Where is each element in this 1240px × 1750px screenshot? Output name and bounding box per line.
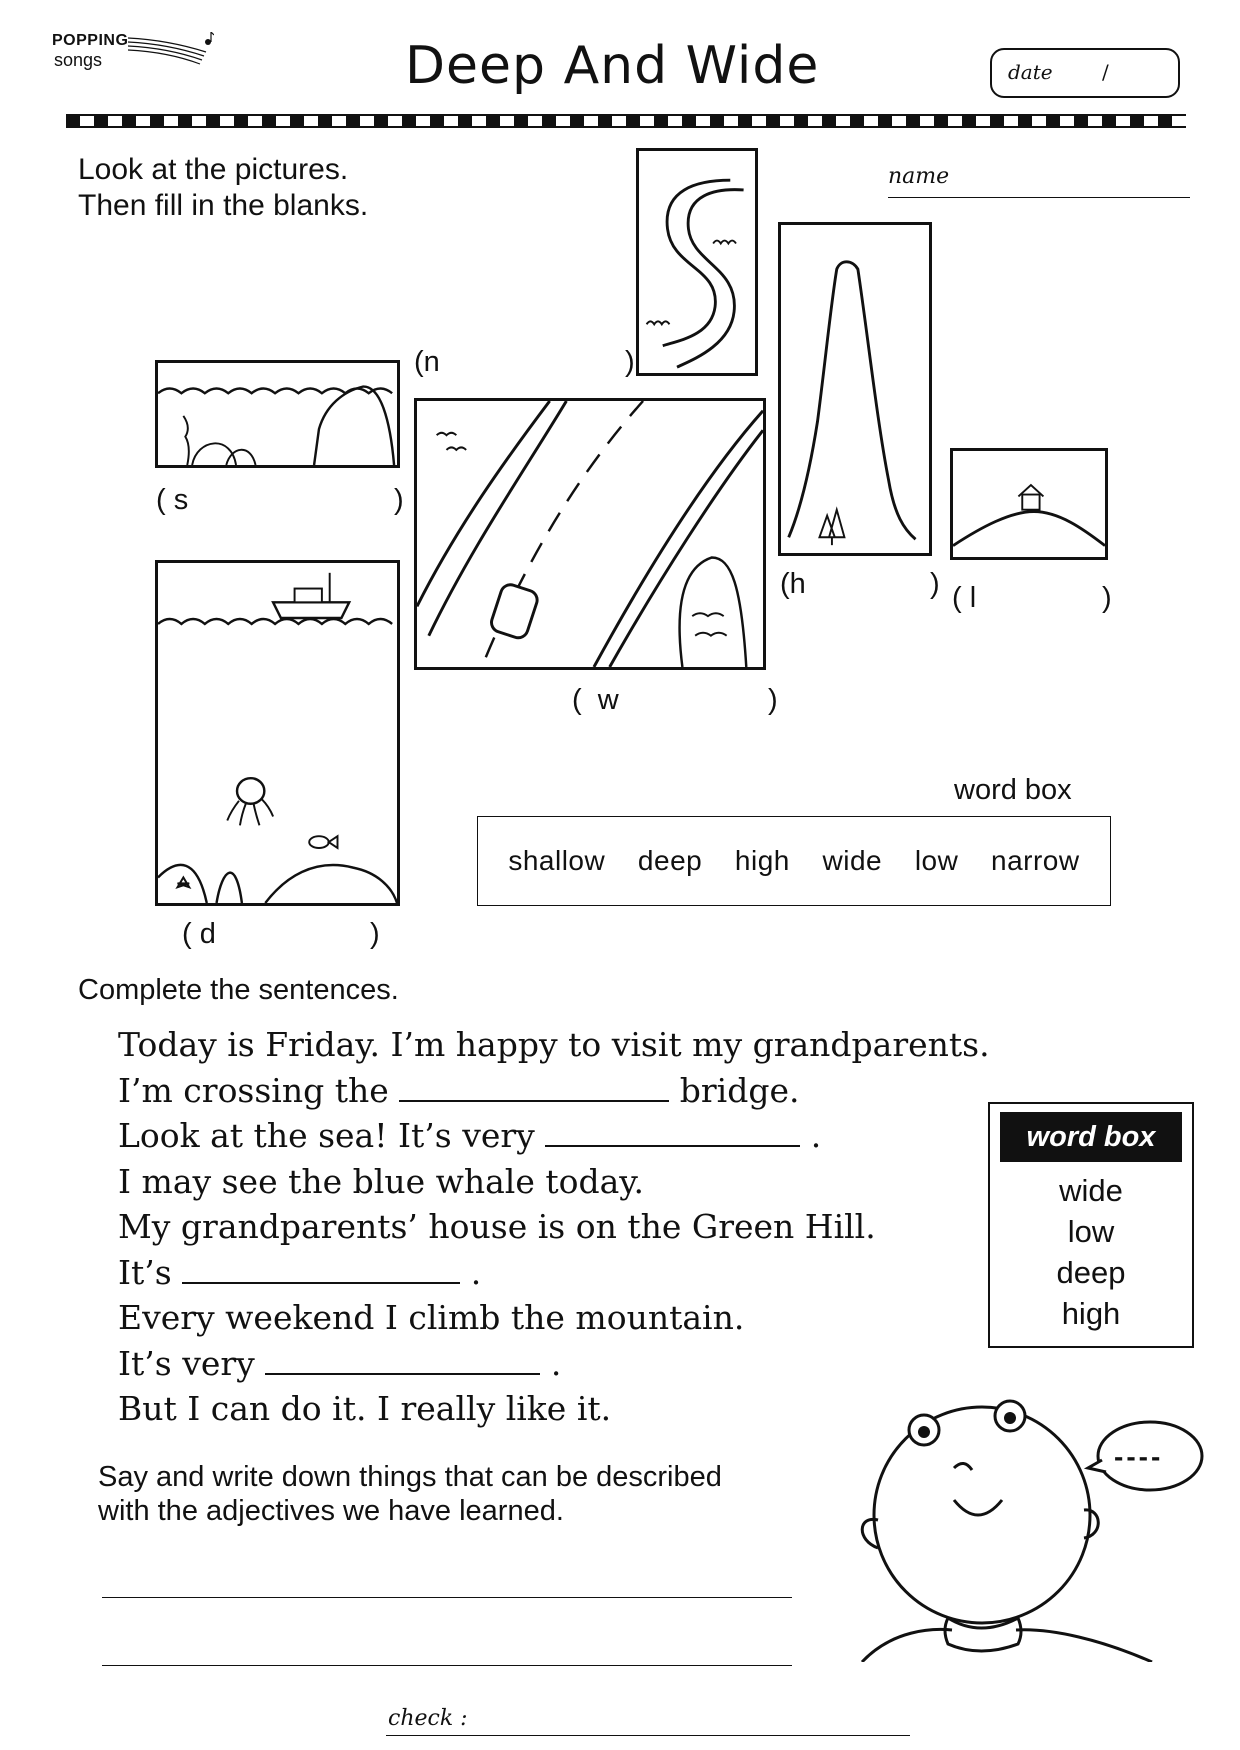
sentence-6: It’s . [118, 1252, 482, 1292]
word-box-2-label: word box [1000, 1112, 1182, 1162]
sentence-2: I’m crossing the bridge. [118, 1070, 800, 1110]
word-box-1-label: word box [954, 774, 1072, 806]
label-narrow-close: ) [625, 346, 635, 378]
writing-line-2[interactable] [102, 1664, 792, 1666]
label-deep [182, 918, 382, 954]
answer-blank-1[interactable] [399, 1100, 669, 1102]
name-label: name [888, 164, 950, 189]
label-high [780, 568, 950, 604]
label-low-open: ( l [952, 582, 977, 614]
picture-shallow-water [155, 360, 400, 468]
answer-blank-4[interactable] [265, 1373, 540, 1375]
complete-section-title: Complete the sentences. [78, 974, 399, 1006]
sentence-8: It’s very . [118, 1343, 562, 1383]
picture-low-hill [950, 448, 1108, 560]
label-wide-close: ) [768, 684, 778, 716]
label-high-open: (h [780, 568, 806, 600]
word-box-1-word: narrow [991, 845, 1080, 876]
word-box-2-list [990, 1170, 1192, 1334]
label-shallow-open: ( s [156, 484, 189, 516]
sentence-block [118, 1022, 990, 1432]
say-line-1: Say and write down things that can be described [98, 1461, 722, 1493]
logo-text-top: POPPING [52, 32, 129, 49]
say-instructions [98, 1460, 722, 1528]
boy-illustration [852, 1390, 1212, 1662]
word-box-1 [477, 816, 1111, 906]
word-box-1-word: low [914, 845, 959, 876]
label-deep-close: ) [370, 918, 380, 950]
label-high-close: ) [930, 568, 940, 600]
label-wide [572, 684, 782, 720]
word-box-1-word: deep [637, 845, 703, 876]
say-line-2: with the adjectives we have learned. [98, 1495, 564, 1527]
music-staff-icon [128, 32, 214, 68]
label-narrow-open: (n [414, 346, 440, 378]
sentence-4: I may see the blue whale today. [118, 1161, 645, 1201]
picture-deep-sea [155, 560, 400, 906]
label-low-close: ) [1102, 582, 1112, 614]
date-label: date [1008, 60, 1053, 84]
logo-text-bottom: songs [54, 50, 103, 70]
name-field[interactable] [888, 164, 1190, 198]
label-deep-open: ( d [182, 918, 216, 950]
label-shallow [156, 484, 406, 520]
word-box-1-word: shallow [508, 845, 606, 876]
check-field[interactable] [386, 1704, 910, 1736]
picture-wide-road [414, 398, 766, 670]
label-shallow-close: ) [394, 484, 404, 516]
page-title: Deep And Wide [405, 36, 820, 96]
label-low [952, 582, 1122, 618]
answer-blank-2[interactable] [545, 1145, 800, 1147]
instructions [78, 152, 368, 224]
logo [52, 32, 212, 76]
sentence-9: But I can do it. I really like it. [118, 1389, 612, 1428]
answer-blank-3[interactable] [182, 1282, 460, 1284]
word-box-2-word: deep [1056, 1255, 1126, 1290]
date-box[interactable] [990, 48, 1180, 98]
writing-line-1[interactable] [102, 1596, 792, 1598]
word-box-2-word: wide [1059, 1173, 1123, 1208]
instruction-line-1: Look at the pictures. [78, 153, 349, 186]
label-narrow [414, 346, 639, 382]
sentence-5: My grandparents’ house is on the Green Hill. [118, 1207, 876, 1246]
label-wide-open: ( w [572, 684, 619, 716]
word-box-2-word: high [1061, 1296, 1121, 1331]
picture-high-mountain [778, 222, 932, 556]
speech-bubble-text: ---- [1114, 1441, 1164, 1472]
sentence-7: Every weekend I climb the mountain. [118, 1298, 745, 1337]
header-divider [66, 114, 1186, 128]
instruction-line-2: Then fill in the blanks. [78, 189, 369, 222]
date-separator: / [1102, 60, 1109, 84]
word-box-2 [988, 1102, 1194, 1348]
word-box-1-word: high [734, 845, 790, 876]
check-label: check : [388, 1706, 468, 1731]
sentence-3: Look at the sea! It’s very . [118, 1116, 822, 1155]
word-box-2-word: low [1067, 1214, 1115, 1249]
sentence-1: Today is Friday. I’m happy to visit my grandparents. [118, 1025, 990, 1064]
word-box-1-word: wide [822, 845, 883, 876]
picture-narrow-river [636, 148, 758, 376]
